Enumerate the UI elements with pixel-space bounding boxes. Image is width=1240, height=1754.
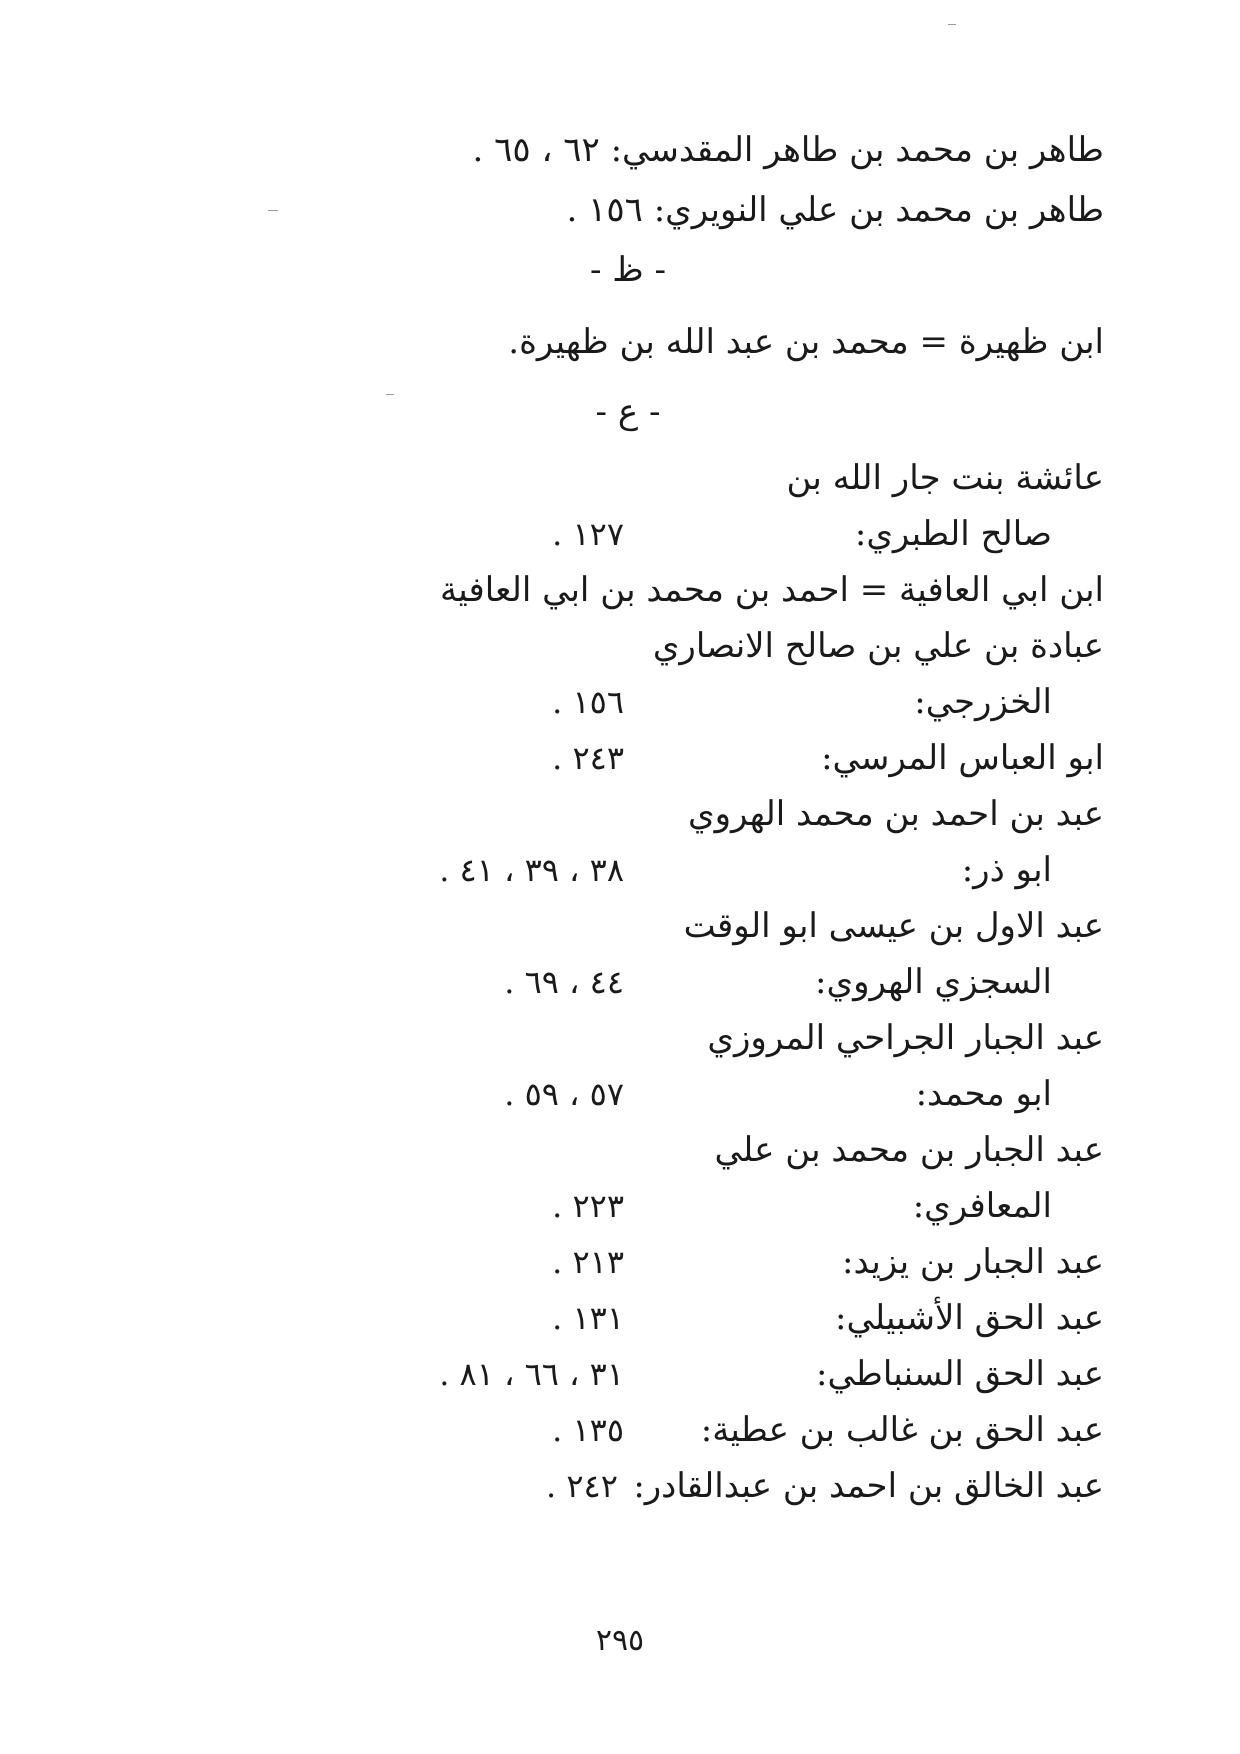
- index-entry-name: عبد بن احمد بن محمد الهروي: [687, 794, 1104, 834]
- index-entry-cross-reference: ابن ابي العافية = احمد بن محمد بن ابي العافية: [440, 570, 1104, 610]
- index-entry-name: ابو ذر:: [961, 850, 1052, 890]
- letter-heading-za: - ظ -: [589, 250, 667, 290]
- index-entry-name: صالح الطبري:: [854, 514, 1052, 554]
- index-entry-name: السجزي الهروي:: [815, 962, 1052, 1002]
- scan-mark: [386, 394, 394, 395]
- index-entry-name: عبد الحق السنباطي:: [816, 1354, 1104, 1394]
- index-entry-name: عبد الجبار بن يزيد:: [842, 1242, 1104, 1282]
- index-entry-name: عبد الحق الأشبيلي:: [834, 1298, 1104, 1338]
- scan-mark: [268, 210, 278, 211]
- index-entry-pages: ١٣١ .: [552, 1299, 624, 1337]
- page-number: ٢٩٥: [595, 1623, 645, 1658]
- index-entry-pages: ١٣٥ .: [552, 1411, 624, 1449]
- index-entry-pages: ٢٤٣ .: [552, 739, 624, 777]
- index-entry-pages: ٢١٣ .: [552, 1243, 624, 1281]
- index-entry-name: عبد الجبار الجراحي المروزي: [707, 1018, 1104, 1058]
- index-entry: طاهر بن محمد بن علي النويري: ١٥٦ .: [566, 190, 1104, 230]
- index-entry-pages: ٣٨ ، ٣٩ ، ٤١ .: [439, 851, 624, 889]
- index-entry-pages: ١٢٧ .: [552, 515, 624, 553]
- index-entry-name: الخزرجي:: [914, 682, 1052, 722]
- index-entry-pages: ٢٤٢ .: [546, 1467, 618, 1505]
- scan-mark: [948, 24, 956, 25]
- index-entry-pages: ٢٢٣ .: [552, 1187, 624, 1225]
- index-entry-pages: ٥٧ ، ٥٩ .: [504, 1075, 624, 1113]
- index-entry-pages: ١٥٦ .: [552, 683, 624, 721]
- index-entry: طاهر بن محمد بن طاهر المقدسي: ٦٢ ، ٦٥ .: [472, 130, 1104, 170]
- index-entry-name: عائشة بنت جار الله بن: [786, 458, 1104, 498]
- index-entry-name: ابو محمد:: [915, 1074, 1052, 1114]
- index-entry-cross-reference: ابن ظهيرة = محمد بن عبد الله بن ظهيرة.: [508, 322, 1104, 362]
- index-entry-pages: ٤٤ ، ٦٩ .: [504, 963, 624, 1001]
- index-entry-name: عبد الحق بن غالب بن عطية:: [700, 1410, 1104, 1450]
- index-entry-name: عبد الاول بن عيسى ابو الوقت: [683, 906, 1104, 946]
- index-entry-name: عبد الخالق بن احمد بن عبدالقادر:: [633, 1466, 1104, 1506]
- index-entry-name: المعافري:: [912, 1186, 1052, 1226]
- index-entry-pages: ٣١ ، ٦٦ ، ٨١ .: [439, 1355, 624, 1393]
- letter-heading-ayn: - ع -: [595, 392, 661, 432]
- index-entry-name: ابو العباس المرسي:: [821, 738, 1104, 778]
- index-entry-name: عبادة بن علي بن صالح الانصاري: [652, 626, 1104, 666]
- index-entry-name: عبد الجبار بن محمد بن علي: [714, 1130, 1104, 1170]
